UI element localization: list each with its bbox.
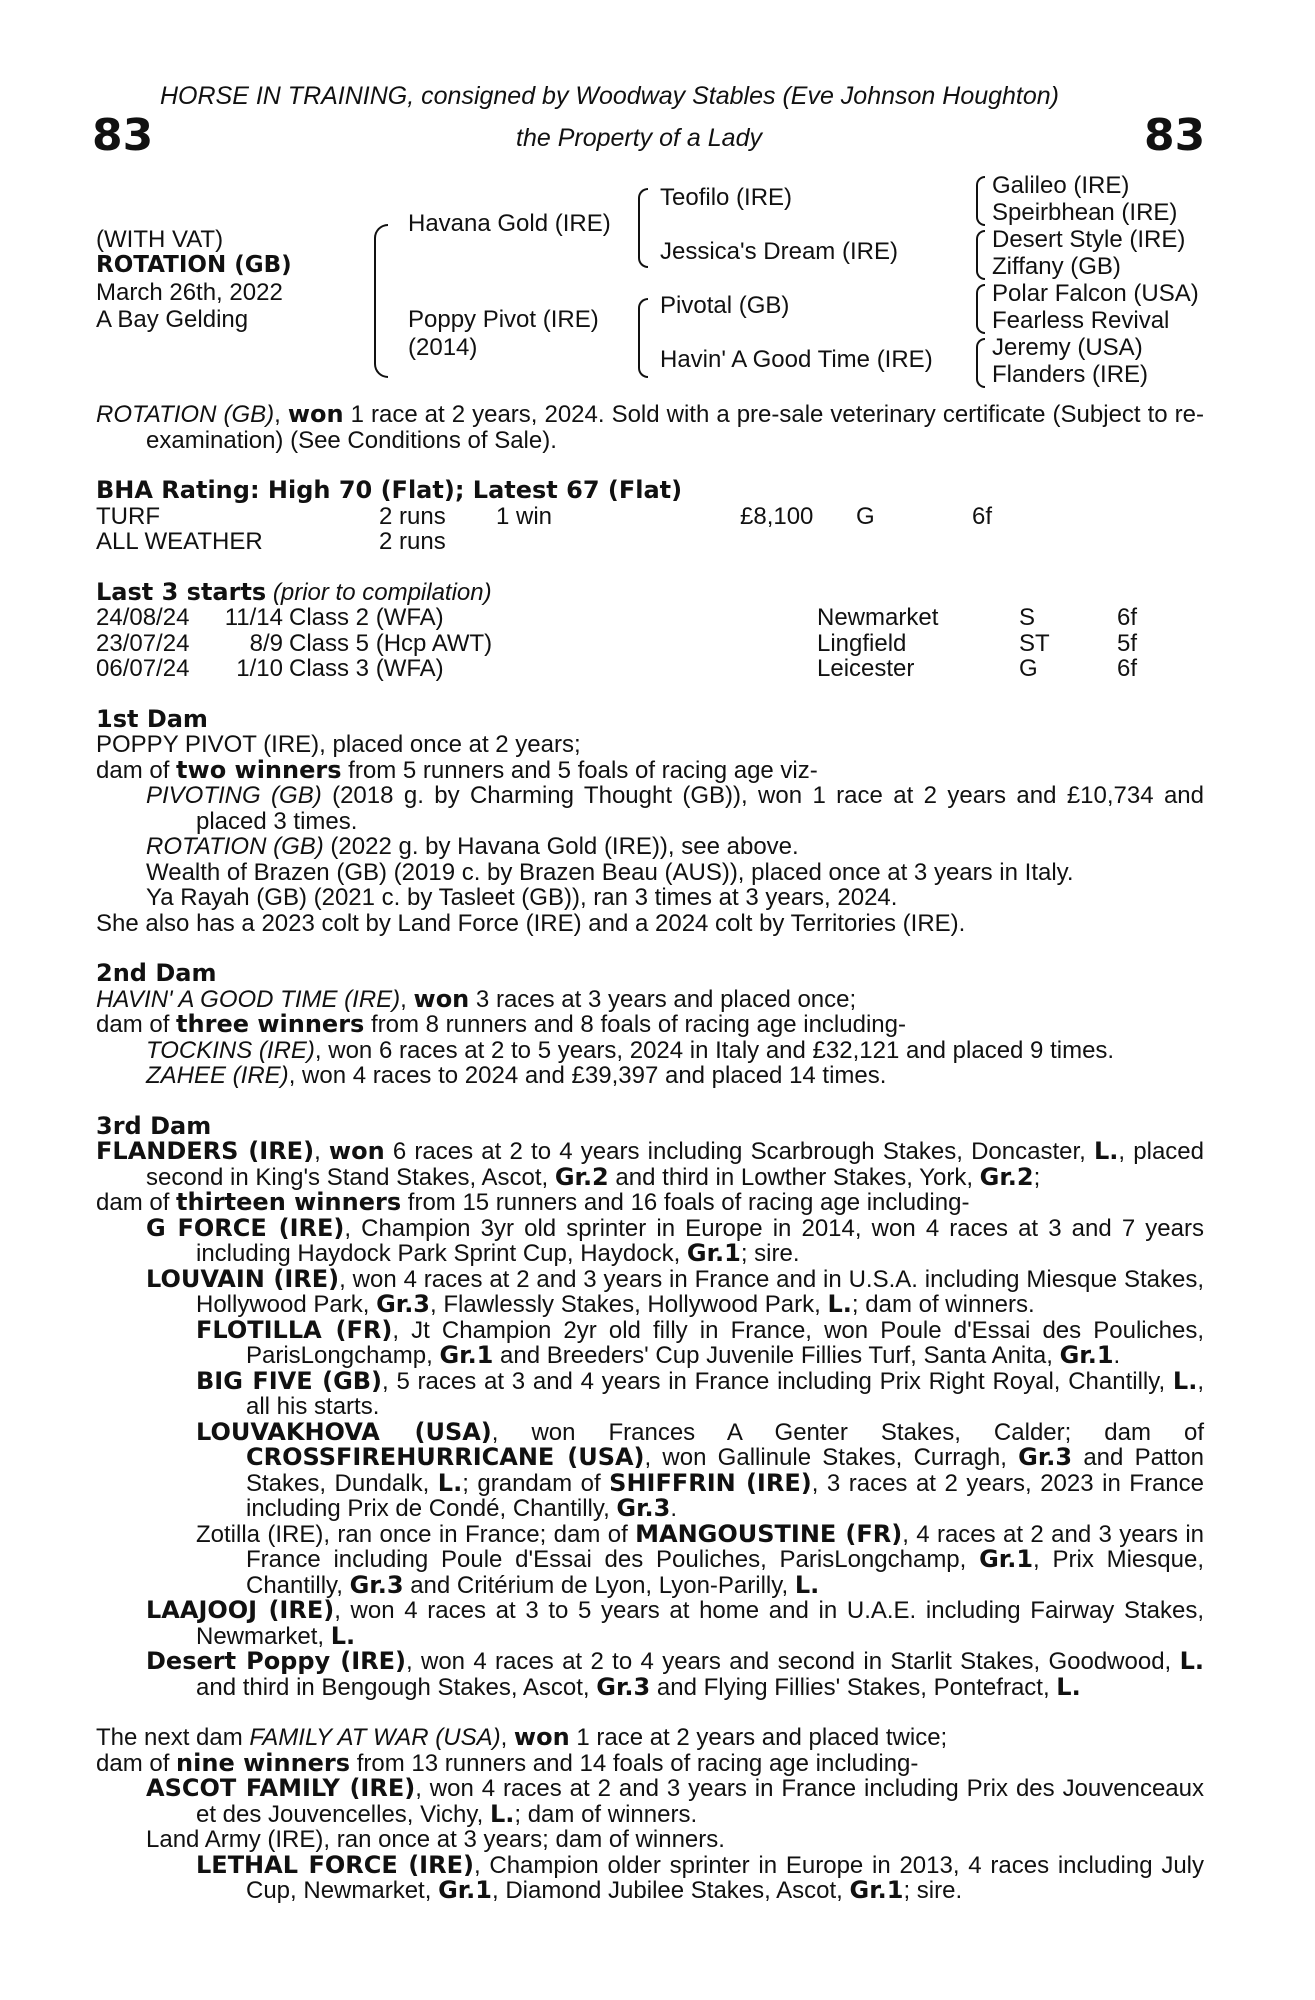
foaled-date: March 26th, 2022 (96, 279, 283, 306)
start-going: S (1019, 604, 1036, 631)
grandparent-5: Polar Falcon (USA) (992, 280, 1199, 307)
dam-year: (2014) (408, 334, 478, 361)
produce-entry (196, 1366, 1204, 1420)
aw-label: ALL WEATHER (96, 528, 263, 555)
grade: L. (1094, 1137, 1119, 1165)
start-going: G (1019, 655, 1038, 682)
text: ; dam of winners. (514, 1800, 698, 1828)
grandparent-8: Flanders (IRE) (992, 361, 1149, 388)
sire-sire: Teofilo (IRE) (660, 184, 793, 211)
turf-label: TURF (96, 502, 160, 530)
produce-entry: Land Army (IRE), ran once at 3 years; dam of winners. (146, 1826, 725, 1853)
text: and Patton Stakes, Dundalk, (246, 1444, 1204, 1497)
text: , won 4 races at 3 to 5 years at home and in U.A.E. including Fairway Stakes, Newmarket, (196, 1597, 1205, 1650)
text: dam of (96, 756, 177, 784)
start-class: Class 5 (Hcp AWT) (289, 629, 493, 657)
grade: L. (1179, 1647, 1204, 1675)
second-dam-produce (96, 1012, 1204, 1038)
text: , won Frances A Genter Stakes, Calder; dam of (491, 1418, 1204, 1446)
dam-bracket (638, 298, 648, 378)
text: , won 4 races at 2 and 3 years in France including Prix des Jouvenceaux et des Jouvencelles, Vichy, (196, 1775, 1205, 1828)
text: , Jt Champion 2yr old filly in France, won Poule d'Essai des Pouliches, ParisLongchamp, (246, 1316, 1204, 1369)
won-label: won (328, 1137, 385, 1165)
start-distance: 6f (1117, 655, 1138, 682)
third-dam-line: FLANDERS (IRE), won 6 races at 2 to 4 years including Scarbrough Stakes, Doncaster, L., placed second in King's Stand Stakes, Ascot, Gr.2 and third in Lowther Stakes, York, Gr.2; (96, 1137, 1205, 1191)
produce-name: TOCKINS (IRE) (146, 1036, 315, 1064)
text: , won Gallinule Stakes, Curragh, (644, 1444, 1019, 1471)
produce-name: LOUVAKHOVA (USA) (196, 1417, 492, 1446)
text: , placed second in King's Stand Stakes, Ascot, (146, 1138, 1205, 1191)
produce-entry (196, 1850, 1205, 1904)
grade: Gr.1 (438, 1876, 492, 1904)
start-position: 8/9 (249, 629, 283, 657)
produce-name: Desert Poppy (IRE) (146, 1647, 406, 1675)
next-dam-produce (96, 1748, 1204, 1777)
g-bracket-1 (976, 176, 985, 226)
grade: Gr.3 (1018, 1443, 1073, 1471)
text: , Diamond Jubilee Stakes, Ascot, (492, 1877, 850, 1904)
produce-entry (196, 1315, 1204, 1369)
grade: L. (1172, 1366, 1198, 1395)
lot-number-right: 83 (1144, 110, 1206, 161)
turf-distance: 6f (972, 502, 993, 530)
text: , Champion 3yr old sprinter in Europe in 2014, won 4 races at 3 and 7 years including Haydock Park Sprint Cup, Haydock, (196, 1214, 1204, 1267)
start-date: 06/07/24 (96, 655, 190, 682)
produce-entry (146, 1063, 1204, 1089)
text: from 15 runners and 16 foals of racing age including- (401, 1189, 970, 1216)
start-class: Class 2 (WFA) (289, 604, 444, 631)
start-row (96, 631, 1204, 657)
text: and third in Lowther Stakes, York, (608, 1163, 980, 1191)
grandparent-2: Speirbhean (IRE) (992, 199, 1178, 226)
last-starts-title: Last 3 starts (96, 577, 267, 606)
produce-entry (196, 1417, 1204, 1522)
text: ; grandam of (462, 1469, 610, 1497)
g-bracket-3 (976, 284, 985, 334)
horse-description: A Bay Gelding (96, 306, 249, 333)
sire: Havana Gold (IRE) (408, 210, 611, 237)
consignment-line: HORSE IN TRAINING, consigned by Woodway Stables (Eve Johnson Houghton) (160, 82, 1060, 110)
start-course: Lingfield (817, 629, 907, 657)
third-dam-name: FLANDERS (IRE) (96, 1137, 315, 1165)
winner-count: nine winners (176, 1748, 351, 1777)
produce-name: ASCOT FAMILY (IRE) (146, 1774, 416, 1802)
text: , Prix Miesque, Chantilly, (246, 1546, 1204, 1599)
first-dam-also: She also has a 2023 colt by Land Force (IRE) and a 2024 colt by Territories (IRE). (96, 909, 966, 937)
first-dam-produce (96, 755, 1204, 784)
grade: L. (330, 1621, 356, 1650)
start-row (96, 656, 1204, 682)
grandparent-4: Ziffany (GB) (992, 253, 1121, 280)
start-course: Newmarket (817, 604, 939, 631)
text: , Flawlessly Stakes, Hollywood Park, (430, 1291, 828, 1318)
grade: Gr.2 (554, 1162, 609, 1191)
g-bracket-4 (976, 338, 985, 388)
lot-number-left: 83 (92, 110, 154, 161)
intro-horse-name: ROTATION (GB) (96, 401, 275, 428)
text: , 3 races at 2 years, 2023 in France including Prix de Condé, Chantilly, (246, 1469, 1204, 1522)
second-dam-heading: 2nd Dam (96, 959, 217, 987)
property-line: the Property of a Lady (516, 124, 762, 152)
dam: Poppy Pivot (IRE) (408, 306, 599, 333)
turf-row (96, 504, 1204, 530)
produce-name: BIG FIVE (GB) (196, 1366, 383, 1395)
text: from 8 runners and 8 foals of racing age including- (364, 1011, 906, 1038)
text: The next dam (96, 1724, 250, 1751)
produce-name: LETHAL FORCE (IRE) (196, 1850, 474, 1879)
grade: L. (489, 1799, 515, 1828)
start-position: 1/10 (236, 655, 283, 682)
produce-name: G FORCE (IRE) (146, 1213, 345, 1242)
second-dam-name: HAVIN' A GOOD TIME (IRE) (96, 985, 401, 1013)
all-weather-row (96, 529, 1204, 555)
start-position: 11/14 (224, 604, 283, 631)
text: 1 race at 2 years and placed twice; (569, 1724, 948, 1751)
text: from 5 runners and 5 foals of racing age viz- (341, 756, 818, 784)
first-dam-line: POPPY PIVOT (IRE), placed once at 2 years; (96, 731, 581, 758)
text: . (1113, 1342, 1121, 1369)
grade: L. (437, 1468, 463, 1497)
won-label: won (513, 1723, 570, 1751)
text: ; dam of winners. (851, 1291, 1035, 1318)
grandparent-7: Jeremy (USA) (992, 334, 1143, 361)
produce-entry: Wealth of Brazen (GB) (2019 c. by Brazen Beau (AUS)), placed once at 3 years in Italy. (146, 858, 1074, 886)
grade: L. (827, 1290, 852, 1318)
produce-name: LAAJOOJ (IRE) (146, 1596, 335, 1624)
sire-bracket (638, 188, 648, 268)
produce-entry (146, 783, 1204, 834)
produce-text: (2018 g. by Charming Thought (GB)), won 1 race at 2 years and £10,734 and placed 3 times. (196, 782, 1204, 835)
third-dam-heading: 3rd Dam (96, 1111, 212, 1140)
text: ; (1033, 1163, 1041, 1191)
produce-name: PIVOTING (GB) (146, 782, 322, 809)
produce-name: ROTATION (GB) (146, 833, 324, 860)
text: and Critérium de Lyon, Lyon-Parilly, (403, 1571, 795, 1599)
produce-name: SHIFFRIN (IRE) (609, 1468, 812, 1497)
grade: Gr.1 (1059, 1341, 1114, 1369)
start-date: 23/07/24 (96, 629, 190, 657)
grade: L. (1056, 1672, 1081, 1701)
text: and Flying Fillies' Stakes, Pontefract, (650, 1673, 1057, 1701)
produce-name: MANGOUSTINE (FR) (635, 1519, 903, 1548)
vat-label: (WITH VAT) (96, 226, 224, 253)
pedigree-bracket-main (374, 224, 388, 378)
produce-text: (2022 g. by Havana Gold (IRE)), see above. (323, 833, 799, 860)
start-class: Class 3 (WFA) (289, 655, 444, 682)
grade: Gr.3 (376, 1290, 431, 1318)
sire-dam: Jessica's Dream (IRE) (660, 238, 898, 265)
grade: Gr.3 (349, 1570, 404, 1599)
winner-count: three winners (176, 1010, 365, 1038)
produce-name: LOUVAIN (IRE) (146, 1264, 340, 1293)
text: , won 4 races at 2 to 4 years and second in Starlit Stakes, Goodwood, (405, 1648, 1180, 1675)
produce-name: CROSSFIREHURRICANE (USA) (246, 1443, 645, 1471)
text: and third in Bengough Stakes, Ascot, (196, 1673, 597, 1701)
text: 3 races at 3 years and placed once; (469, 985, 857, 1013)
text: Zotilla (IRE), ran once in France; dam of (196, 1520, 636, 1548)
produce-entry (196, 1519, 1204, 1599)
produce-entry (146, 1598, 1204, 1649)
start-distance: 6f (1117, 604, 1138, 631)
produce-entry (146, 834, 1204, 860)
produce-entry: Ya Rayah (GB) (2021 c. by Tasleet (GB)), ran 3 times at 3 years, 2024. (146, 884, 898, 911)
start-row (96, 605, 1204, 631)
dam-dam: Havin' A Good Time (IRE) (660, 346, 933, 373)
text: 6 races at 2 to 4 years including Scarbrough Stakes, Doncaster, (384, 1138, 1094, 1165)
turf-going: G (856, 502, 875, 530)
produce-text: , won 4 races to 2024 and £39,397 and placed 14 times. (288, 1062, 887, 1089)
start-going: ST (1019, 629, 1050, 657)
horse-name: ROTATION (GB) (96, 252, 292, 278)
g-bracket-2 (976, 230, 985, 280)
winner-count: two winners (176, 755, 342, 784)
won-label: won (413, 984, 470, 1013)
last-starts-heading (96, 577, 1204, 606)
text: dam of (96, 1011, 177, 1038)
produce-entry (146, 1776, 1204, 1827)
start-course: Leicester (817, 655, 915, 682)
bha-rating: BHA Rating: High 70 (Flat); Latest 67 (Flat) (96, 476, 683, 504)
grade: Gr.1 (439, 1341, 494, 1369)
grandparent-1: Galileo (IRE) (992, 172, 1130, 199)
intro-text: 1 race at 2 years, 2024. Sold with a pre-sale veterinary certificate (Subject to re-examination) (See Conditions of Sale). (146, 401, 1204, 454)
text: . (670, 1495, 678, 1522)
grade: L. (794, 1570, 820, 1599)
text: , all his starts. (246, 1367, 1204, 1420)
text: from 13 runners and 14 foals of racing age including- (350, 1749, 919, 1777)
last-starts-note: (prior to compilation) (272, 578, 492, 606)
produce-entry (146, 1213, 1204, 1267)
first-dam-heading: 1st Dam (96, 704, 208, 733)
text: , won 4 races at 2 and 3 years in France and in U.S.A. including Miesque Stakes, Hollywood Park, (196, 1265, 1204, 1318)
text: ; sire. (740, 1240, 800, 1267)
grade: Gr.3 (616, 1494, 671, 1522)
text: , 4 races at 2 and 3 years in France including Poule d'Essai des Pouliches, ParisLongchamp, (246, 1520, 1204, 1573)
catalogue-body (96, 402, 1204, 1904)
turf-runs: 2 runs (379, 502, 446, 530)
turf-wins: 1 win (496, 502, 553, 530)
intro-won: won (287, 400, 344, 428)
produce-entry (146, 1264, 1204, 1318)
next-dam-name: FAMILY AT WAR (USA) (249, 1724, 501, 1751)
grade: Gr.2 (979, 1162, 1034, 1191)
grandparent-6: Fearless Revival (992, 307, 1170, 334)
grade: Gr.1 (686, 1239, 741, 1267)
start-date: 24/08/24 (96, 604, 190, 631)
intro-paragraph: ROTATION (GB), won 1 race at 2 years, 2024. Sold with a pre-sale veterinary certificate (Subject to re-examination) (See Conditions of Sale). (96, 400, 1204, 454)
turf-prize: £8,100 (740, 502, 814, 530)
produce-entry (146, 1649, 1204, 1700)
dam-sire: Pivotal (GB) (660, 292, 790, 319)
text: dam of (96, 1749, 177, 1777)
grade: Gr.1 (979, 1545, 1034, 1573)
produce-name: FLOTILLA (FR) (196, 1315, 393, 1344)
winner-count: thirteen winners (176, 1188, 402, 1216)
grandparent-3: Desert Style (IRE) (992, 226, 1186, 253)
second-dam-line: HAVIN' A GOOD TIME (IRE), won 3 races at 3 years and placed once; (96, 984, 857, 1013)
text: , Champion older sprinter in Europe in 2013, 4 races including July Cup, Newmarket, (246, 1851, 1205, 1904)
text: , 5 races at 3 and 4 years in France including Prix Right Royal, Chantilly, (382, 1367, 1173, 1395)
grade: Gr.3 (596, 1672, 651, 1701)
produce-name: ZAHEE (IRE) (146, 1062, 289, 1089)
start-distance: 5f (1117, 629, 1138, 657)
grade: Gr.1 (849, 1876, 904, 1904)
produce-entry (146, 1038, 1204, 1064)
text: dam of (96, 1189, 177, 1216)
produce-text: , won 6 races at 2 to 5 years, 2024 in Italy and £32,121 and placed 9 times. (314, 1036, 1115, 1064)
next-dam-line (96, 1725, 1204, 1751)
aw-runs: 2 runs (379, 528, 446, 555)
text: and Breeders' Cup Juvenile Fillies Turf, Santa Anita, (493, 1342, 1060, 1369)
third-dam-produce (96, 1190, 1204, 1216)
text: , (500, 1724, 514, 1751)
text: ; sire. (903, 1877, 963, 1904)
